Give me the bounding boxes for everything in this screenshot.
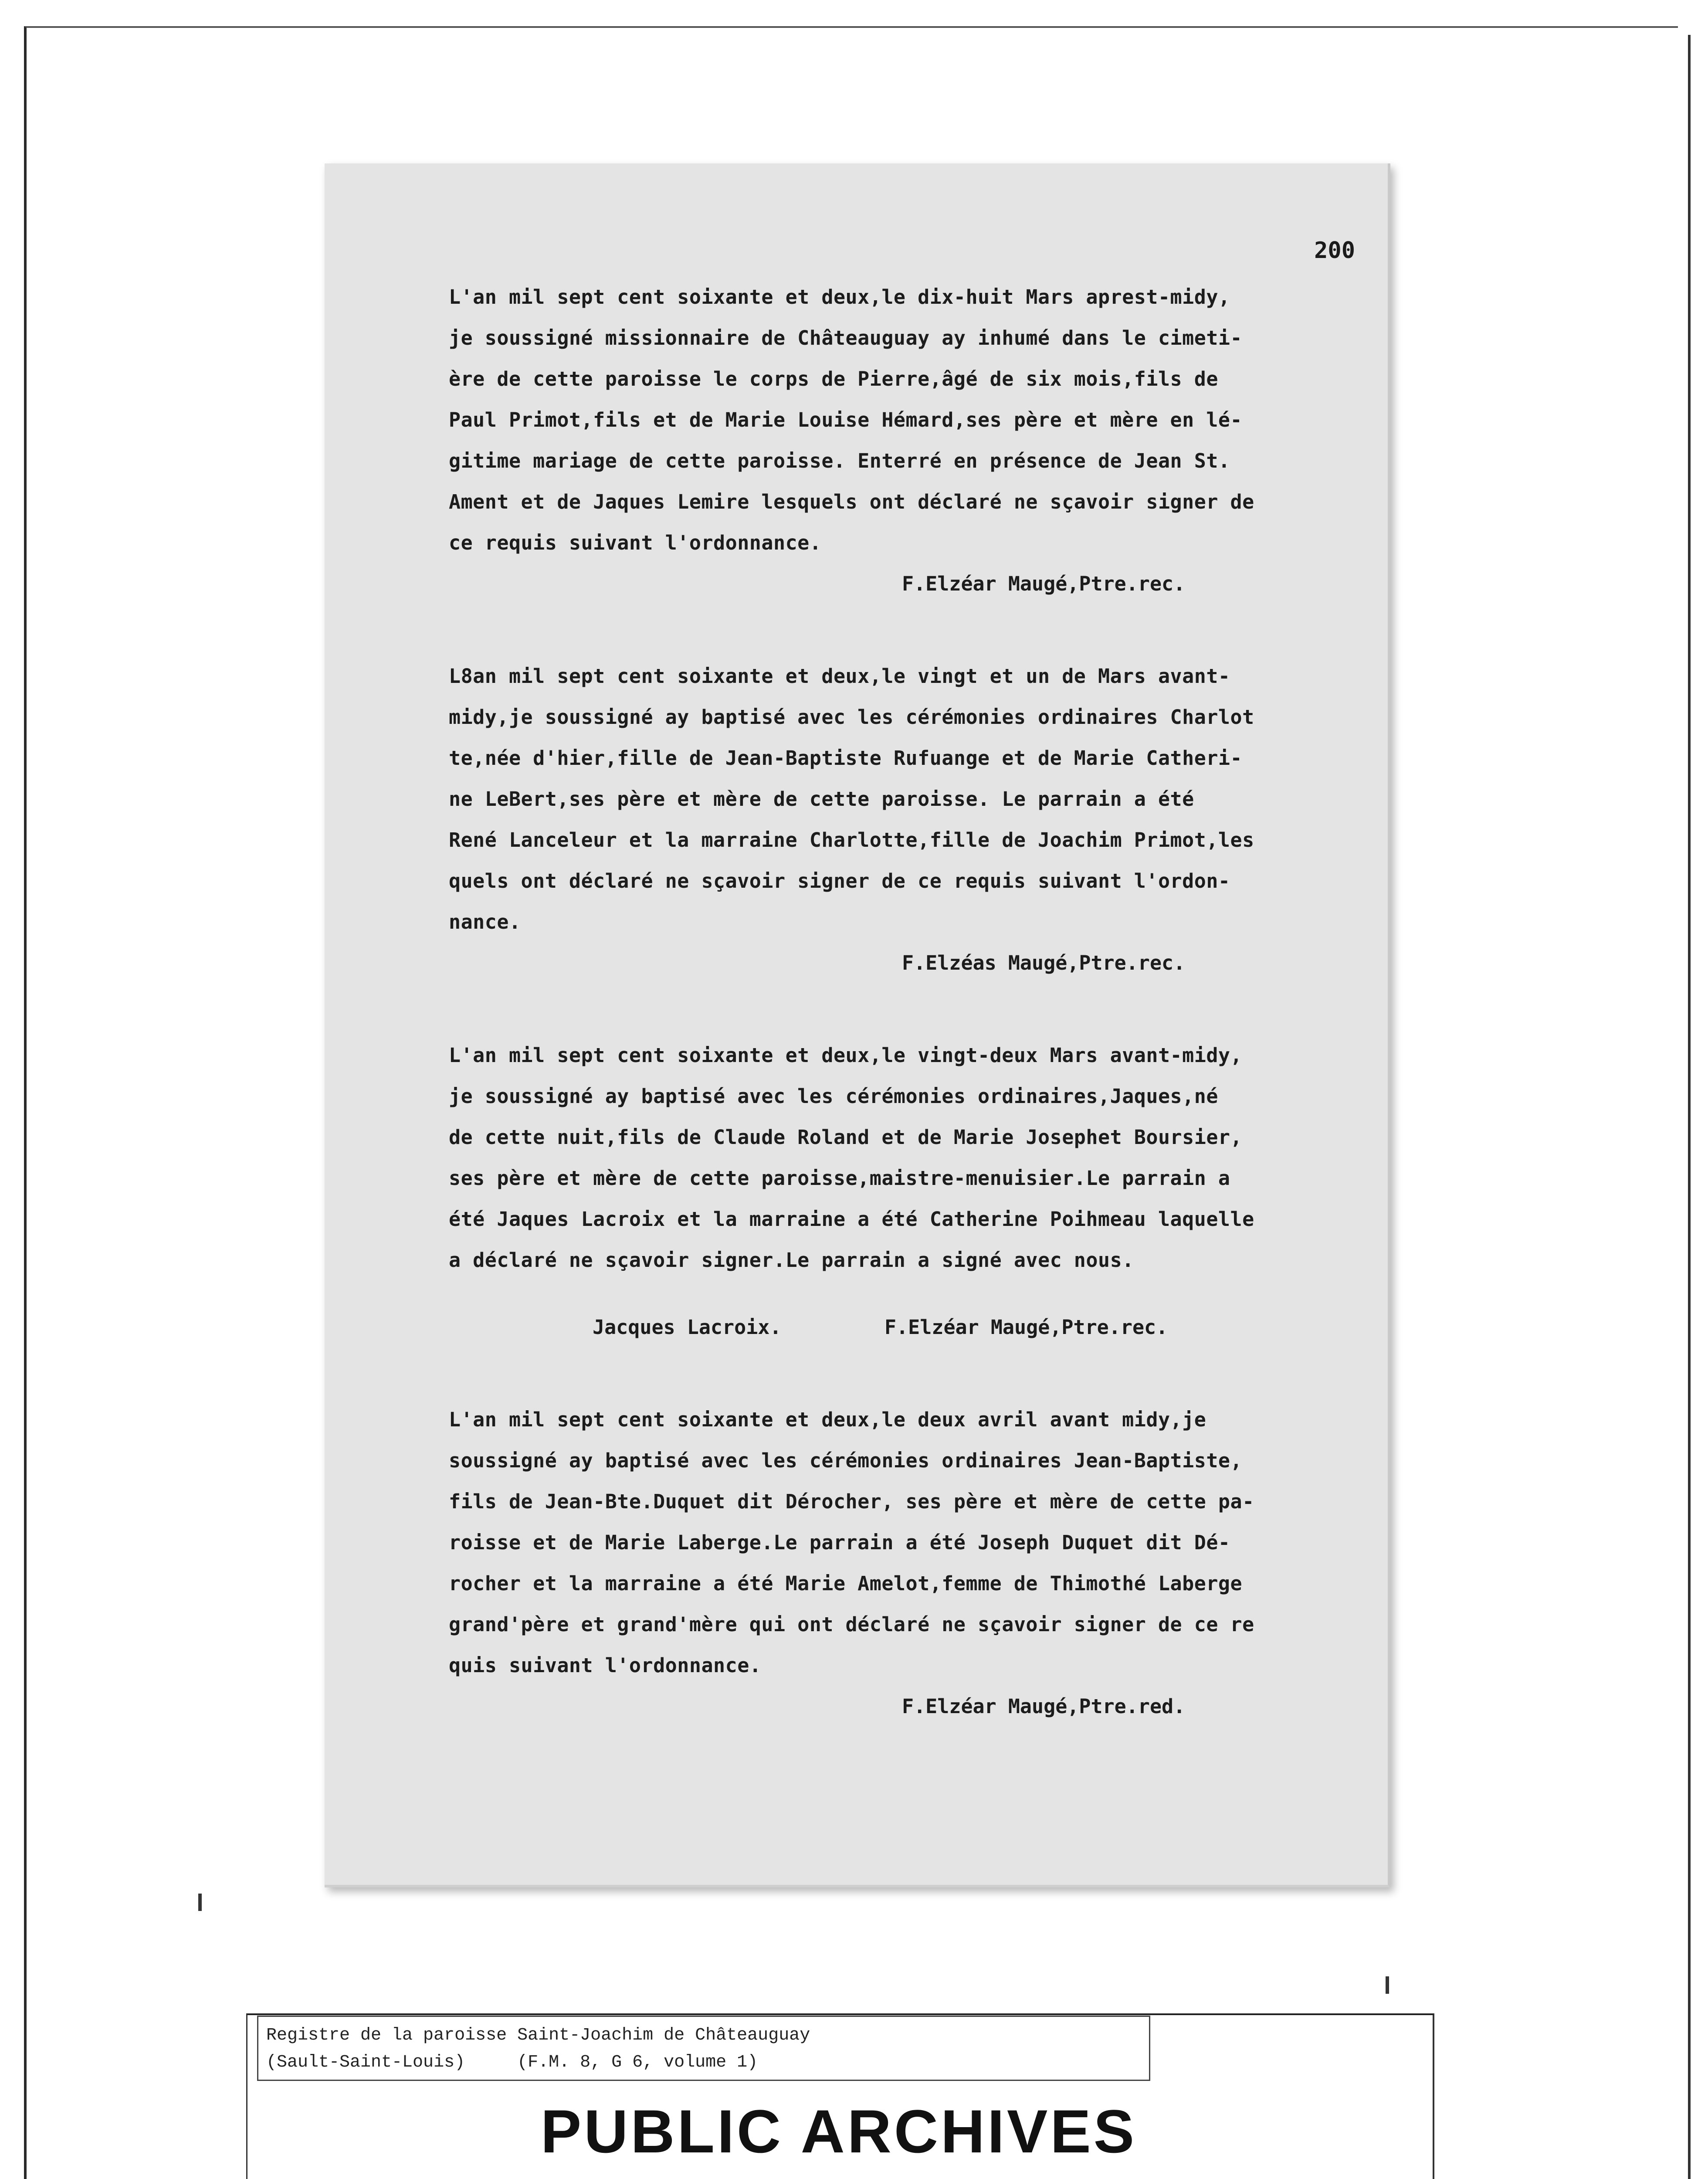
entry-line: je soussigné ay baptisé avec les cérémonies ordinaires,Jaques,né (449, 1085, 1218, 1108)
entry-line: roisse et de Marie Laberge.Le parrain a été Joseph Duquet dit Dé- (449, 1531, 1230, 1554)
register-entry (449, 656, 1355, 984)
entry-line: ne LeBert,ses père et mère de cette paroisse. Le parrain a été (449, 787, 1194, 811)
priest-signature: F.Elzéar Maugé,Ptre.rec. (884, 1316, 1168, 1339)
signature-pair (449, 1307, 1355, 1348)
film-frame-edge (1688, 35, 1691, 2179)
entry-line: ce requis suivant l'ordonnance. (449, 531, 822, 554)
entry-line: quels ont déclaré ne sçavoir signer de ce requis suivant l'ordon- (449, 869, 1230, 893)
entry-line: grand'père et grand'mère qui ont déclaré ne sçavoir signer de ce re (449, 1613, 1254, 1636)
entry-line: fils de Jean-Bte.Duquet dit Dérocher, ses père et mère de cette pa- (449, 1490, 1254, 1513)
catalog-details (266, 2049, 1141, 2076)
entry-line: a déclaré ne sçavoir signer.Le parrain a signé avec nous. (449, 1249, 1134, 1272)
priest-signature: F.Elzéar Maugé,Ptre.red. (902, 1695, 1186, 1718)
register-entry (449, 1399, 1355, 1727)
entry-line: de cette nuit,fils de Claude Roland et de Marie Josephet Boursier, (449, 1126, 1243, 1149)
archive-name-english: PUBLIC ARCHIVES (540, 2097, 1137, 2165)
typed-register-page (325, 163, 1390, 1887)
entry-line: Paul Primot,fils et de Marie Louise Hémard,ses père et mère en lé- (449, 408, 1243, 431)
entry-line: Ament et de Jaques Lemire lesquels ont déclaré ne sçavoir signer de (449, 490, 1254, 513)
catalog-slip (257, 2016, 1150, 2081)
priest-signature: F.Elzéar Maugé,Ptre.rec. (902, 572, 1186, 595)
entry-line: te,née d'hier,fille de Jean-Baptiste Rufuange et de Marie Catheri- (449, 747, 1243, 770)
entry-line: ère de cette paroisse le corps de Pierre,âgé de six mois,fils de (449, 367, 1218, 390)
entry-line: midy,je soussigné ay baptisé avec les cérémonies ordinaires Charlot (449, 706, 1254, 729)
entry-line: L'an mil sept cent soixante et deux,le vingt-deux Mars avant-midy, (449, 1044, 1243, 1067)
entry-line: René Lanceleur et la marraine Charlotte,fille de Joachim Primot,les (449, 828, 1254, 852)
entry-line: L'an mil sept cent soixante et deux,le dix-huit Mars aprest-midy, (449, 285, 1230, 309)
godfather-signature: Jacques Lacroix. (593, 1316, 782, 1339)
register-entries (449, 277, 1355, 1778)
register-entry (449, 1035, 1355, 1348)
catalog-subtitle: (Sault-Saint-Louis) (266, 2053, 465, 2072)
entry-line: rocher et la marraine a été Marie Amelot,femme de Thimothé Laberge (449, 1572, 1243, 1595)
page-number: 200 (1314, 238, 1355, 264)
catalog-reference: (F.M. 8, G 6, volume 1) (517, 2053, 758, 2072)
entry-line: L'an mil sept cent soixante et deux,le deux avril avant midy,je (449, 1408, 1206, 1431)
entry-line: L8an mil sept cent soixante et deux,le vingt et un de Mars avant- (449, 665, 1230, 688)
film-mark (1386, 1976, 1389, 1994)
priest-signature: F.Elzéas Maugé,Ptre.rec. (902, 951, 1186, 974)
catalog-title: Registre de la paroisse Saint-Joachim de Châteauguay (266, 2026, 810, 2045)
entry-line: nance. (449, 910, 521, 933)
entry-line: été Jaques Lacroix et la marraine a été Catherine Poihmeau laquelle (449, 1208, 1254, 1231)
entry-line: ses père et mère de cette paroisse,maistre-menuisier.Le parrain a (449, 1167, 1230, 1190)
register-entry (449, 277, 1355, 604)
entry-line: quis suivant l'ordonnance. (449, 1654, 762, 1677)
film-mark (198, 1894, 202, 1911)
entry-line: soussigné ay baptisé avec les cérémonies ordinaires Jean-Baptiste, (449, 1449, 1243, 1472)
entry-line: gitime mariage de cette paroisse. Enterré en présence de Jean St. (449, 449, 1230, 472)
entry-line: je soussigné missionnaire de Châteauguay ay inhumé dans le cimeti- (449, 326, 1243, 350)
